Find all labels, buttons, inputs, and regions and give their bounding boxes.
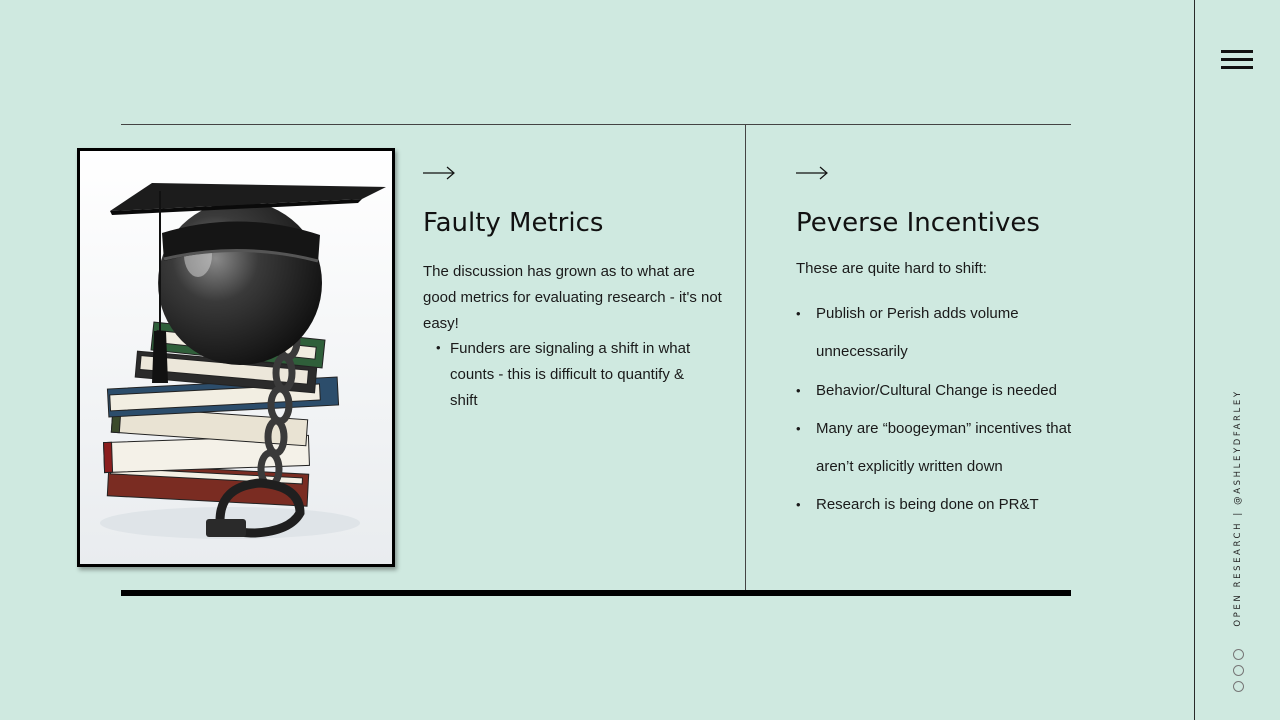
nav-dot-3[interactable]	[1233, 681, 1244, 692]
list-item: • Publish or Perish adds volume unnecessarily	[796, 305, 1019, 361]
nav-dot-2[interactable]	[1233, 665, 1244, 676]
perverse-incentives-intro: These are quite hard to shift:	[796, 260, 987, 277]
graduation-cap-ball-and-chain-image	[77, 148, 395, 567]
slide-nav-dots	[1233, 649, 1244, 697]
faulty-metrics-bullet: Funders are signaling a shift in what counts - this is difficult to quantify & shift	[450, 340, 691, 409]
bullet-marker: •	[436, 340, 441, 355]
right-arrow-icon	[422, 166, 456, 180]
perverse-incentives-list	[796, 295, 1086, 525]
right-arrow-icon	[795, 166, 829, 180]
bottom-rule	[121, 590, 1071, 596]
hamburger-menu-icon[interactable]	[1221, 50, 1253, 74]
top-rule	[121, 124, 1071, 125]
list-item: • Many are “boogeyman” incentives that aren’t explicitly written down	[796, 419, 1072, 476]
column-divider	[745, 124, 746, 590]
faulty-metrics-paragraph: The discussion has grown as to what are good metrics for evaluating research - it's not easy!	[423, 263, 722, 332]
sidebar-divider	[1194, 0, 1195, 720]
perverse-incentives-heading: Peverse Incentives	[796, 208, 1040, 238]
faulty-metrics-heading: Faulty Metrics	[423, 208, 604, 238]
list-item: • Behavior/Cultural Change is needed	[796, 381, 1057, 399]
nav-dot-1[interactable]	[1233, 649, 1244, 660]
list-item: • Research is being done on PR&T	[796, 496, 1039, 514]
sidebar-caption: OPEN RESEARCH | @ASHLEYDFARLEY	[1233, 389, 1243, 627]
